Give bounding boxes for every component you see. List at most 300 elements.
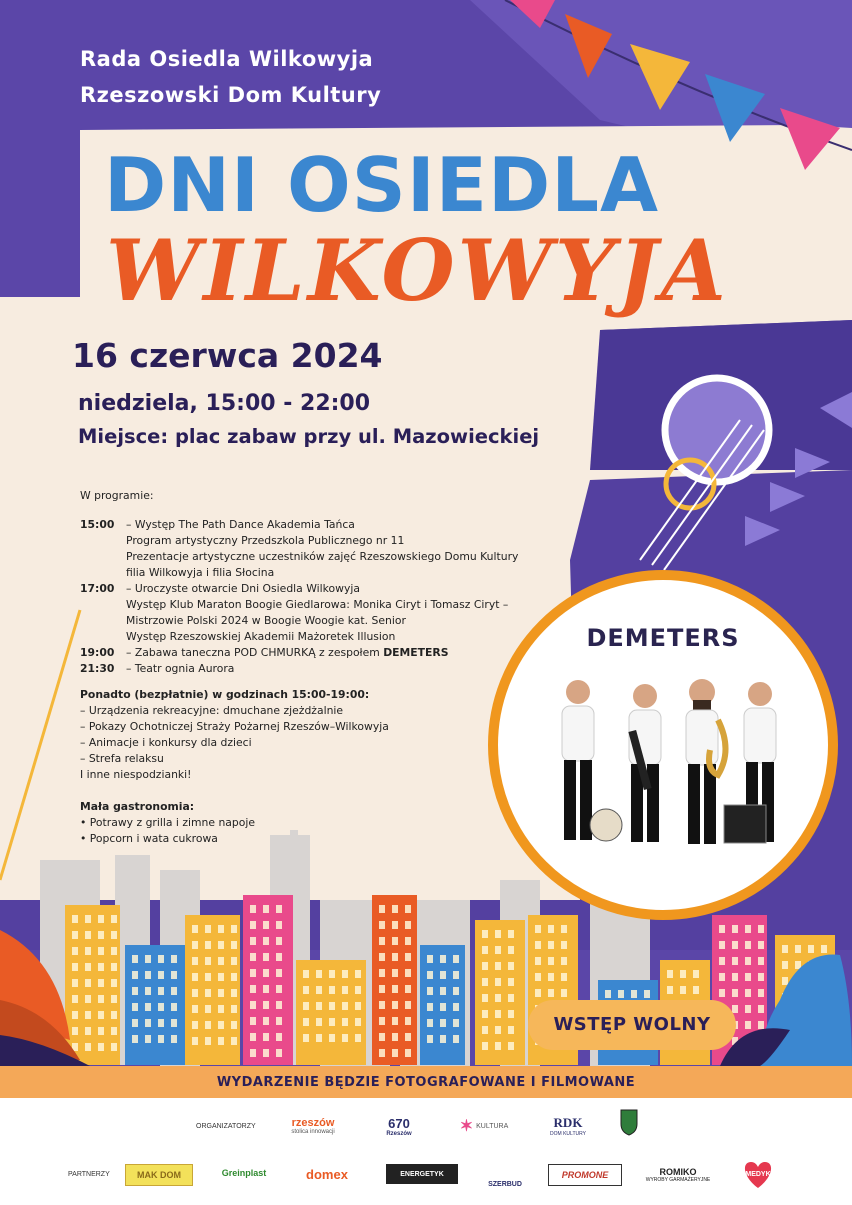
building-window bbox=[482, 962, 488, 970]
building-window bbox=[111, 1011, 117, 1019]
anniversary-670-sub: Rzeszów bbox=[386, 1130, 412, 1137]
building-window bbox=[218, 1021, 224, 1029]
program-item bbox=[80, 550, 518, 563]
szerbud-logo: SZERBUD bbox=[488, 1181, 522, 1188]
building-window bbox=[561, 973, 567, 981]
building-window bbox=[250, 937, 256, 945]
building-window bbox=[548, 957, 554, 965]
building-window bbox=[171, 1035, 177, 1043]
event-title-line-1: DNI OSIEDLA bbox=[104, 141, 660, 229]
building-window bbox=[342, 986, 348, 994]
building-window bbox=[355, 1034, 361, 1042]
building-window bbox=[158, 955, 164, 963]
building-window bbox=[171, 1019, 177, 1027]
building-window bbox=[508, 1010, 514, 1018]
building-window bbox=[303, 970, 309, 978]
building-window bbox=[379, 1001, 385, 1009]
building-window bbox=[342, 1018, 348, 1026]
building-window bbox=[218, 957, 224, 965]
building-window bbox=[548, 989, 554, 997]
building-window bbox=[808, 945, 814, 953]
building-window bbox=[758, 989, 764, 997]
building-window bbox=[405, 969, 411, 977]
building-window bbox=[250, 985, 256, 993]
building-window bbox=[732, 941, 738, 949]
building-window bbox=[758, 1021, 764, 1029]
program-item bbox=[80, 518, 355, 531]
building-window bbox=[192, 941, 198, 949]
medyk-logo bbox=[740, 1158, 776, 1190]
sponsor-footer bbox=[0, 1098, 852, 1205]
building-window bbox=[171, 987, 177, 995]
building-window bbox=[132, 987, 138, 995]
building-window bbox=[535, 957, 541, 965]
building-window bbox=[205, 989, 211, 997]
building-window bbox=[111, 915, 117, 923]
greinplast-logo: Greinplast bbox=[221, 1168, 267, 1178]
building-window bbox=[453, 1019, 459, 1027]
building-window bbox=[405, 985, 411, 993]
building-window bbox=[276, 985, 282, 993]
building-window bbox=[205, 1037, 211, 1045]
building-window bbox=[693, 970, 699, 978]
building-window bbox=[98, 1043, 104, 1051]
building-window bbox=[250, 953, 256, 961]
building-window bbox=[218, 1037, 224, 1045]
extra-item: – Animacje i konkursy dla dzieci bbox=[80, 736, 252, 749]
building-window bbox=[758, 957, 764, 965]
building-window bbox=[329, 1018, 335, 1026]
romiko-logo-sub: WYROBY GARMAŻERYJNE bbox=[645, 1177, 711, 1183]
building-window bbox=[355, 1002, 361, 1010]
building-window bbox=[98, 915, 104, 923]
building-window bbox=[495, 946, 501, 954]
building-window bbox=[605, 990, 611, 998]
building-window bbox=[482, 978, 488, 986]
building-window bbox=[392, 969, 398, 977]
building-window bbox=[276, 1049, 282, 1057]
building-window bbox=[98, 947, 104, 955]
building-window bbox=[192, 957, 198, 965]
building-window bbox=[316, 986, 322, 994]
building-window bbox=[250, 921, 256, 929]
building-window bbox=[316, 970, 322, 978]
building-window bbox=[98, 931, 104, 939]
building-window bbox=[98, 979, 104, 987]
building-window bbox=[392, 985, 398, 993]
building-window bbox=[405, 937, 411, 945]
building-window bbox=[250, 905, 256, 913]
building-window bbox=[111, 963, 117, 971]
building-window bbox=[379, 969, 385, 977]
building-window bbox=[355, 970, 361, 978]
building-window bbox=[482, 930, 488, 938]
building-window bbox=[508, 994, 514, 1002]
building-window bbox=[392, 1033, 398, 1041]
building-window bbox=[732, 1005, 738, 1013]
building-window bbox=[392, 937, 398, 945]
building-window bbox=[745, 925, 751, 933]
building-window bbox=[405, 1049, 411, 1057]
building-window bbox=[231, 925, 237, 933]
building-window bbox=[85, 1043, 91, 1051]
building-window bbox=[132, 1003, 138, 1011]
food-item: • Potrawy z grilla i zimne napoje bbox=[80, 816, 256, 829]
building-window bbox=[192, 925, 198, 933]
building-window bbox=[379, 905, 385, 913]
program-band-name: DEMETERS bbox=[383, 646, 449, 659]
partners-label: PARTNERZY bbox=[68, 1171, 110, 1178]
building-window bbox=[379, 1049, 385, 1057]
band-name: DEMETERS bbox=[586, 624, 740, 652]
building-window bbox=[276, 1017, 282, 1025]
program-item bbox=[80, 630, 395, 643]
building-window bbox=[85, 931, 91, 939]
building-window bbox=[782, 961, 788, 969]
building-window bbox=[392, 921, 398, 929]
building-window bbox=[276, 937, 282, 945]
building-window bbox=[72, 1027, 78, 1035]
building-window bbox=[392, 953, 398, 961]
building-window bbox=[263, 921, 269, 929]
building-window bbox=[250, 1033, 256, 1041]
building-window bbox=[205, 925, 211, 933]
building-window bbox=[85, 947, 91, 955]
building-window bbox=[145, 1035, 151, 1043]
program-heading: W programie: bbox=[80, 489, 154, 502]
building-window bbox=[795, 961, 801, 969]
kultura-logo bbox=[448, 1112, 520, 1140]
building-window bbox=[392, 1049, 398, 1057]
building-window bbox=[85, 1011, 91, 1019]
building-window bbox=[205, 941, 211, 949]
program-text: – Występ The Path Dance Akademia Tańca bbox=[126, 518, 355, 531]
building-window bbox=[98, 1027, 104, 1035]
event-date: 16 czerwca 2024 bbox=[72, 336, 383, 375]
building-window bbox=[758, 973, 764, 981]
building-window bbox=[719, 973, 725, 981]
romiko-logo-text: ROMIKO bbox=[659, 1167, 697, 1177]
building-window bbox=[276, 1001, 282, 1009]
food-item: • Popcorn i wata cukrowa bbox=[80, 832, 218, 845]
building-window bbox=[192, 1005, 198, 1013]
building-window bbox=[482, 994, 488, 1002]
building-window bbox=[379, 985, 385, 993]
building-window bbox=[329, 1002, 335, 1010]
building-window bbox=[231, 973, 237, 981]
building-window bbox=[405, 905, 411, 913]
building-window bbox=[548, 973, 554, 981]
building-window bbox=[392, 1017, 398, 1025]
building-window bbox=[145, 1003, 151, 1011]
building-window bbox=[145, 971, 151, 979]
program-text: Program artystyczny Przedszkola Publicznego nr 11 bbox=[126, 534, 405, 547]
program-text: – Zabawa taneczna POD CHMURKĄ z zespołem bbox=[126, 646, 384, 659]
building-window bbox=[231, 957, 237, 965]
building-window bbox=[561, 941, 567, 949]
notice-strip: WYDARZENIE BĘDZIE FOTOGRAFOWANE I FILMOWANE bbox=[0, 1066, 852, 1098]
building-window bbox=[427, 987, 433, 995]
building-window bbox=[693, 986, 699, 994]
anniversary-670-text: 670 bbox=[388, 1115, 410, 1131]
building-window bbox=[379, 937, 385, 945]
building-window bbox=[263, 905, 269, 913]
building-window bbox=[392, 905, 398, 913]
building-window bbox=[98, 1011, 104, 1019]
building-window bbox=[72, 963, 78, 971]
building-window bbox=[303, 1018, 309, 1026]
program-item bbox=[80, 614, 406, 627]
program-item bbox=[80, 662, 234, 675]
extra-heading: Ponadto (bezpłatnie) w godzinach 15:00-19:00: bbox=[80, 688, 370, 701]
building-window bbox=[508, 978, 514, 986]
program-text: – Uroczyste otwarcie Dni Osiedla Wilkowyja bbox=[126, 582, 360, 595]
building-window bbox=[132, 1035, 138, 1043]
building-window bbox=[508, 1026, 514, 1034]
building-window bbox=[250, 1017, 256, 1025]
building-window bbox=[158, 1035, 164, 1043]
building-window bbox=[205, 957, 211, 965]
building-window bbox=[453, 971, 459, 979]
building-window bbox=[440, 955, 446, 963]
building-window bbox=[72, 979, 78, 987]
building-window bbox=[342, 970, 348, 978]
building-window bbox=[482, 946, 488, 954]
building-window bbox=[303, 1002, 309, 1010]
building-window bbox=[440, 1035, 446, 1043]
building-window bbox=[263, 1001, 269, 1009]
makdom-logo: MAK DOM bbox=[125, 1164, 193, 1186]
building-window bbox=[440, 1019, 446, 1027]
promone-logo: PROMONE bbox=[548, 1164, 622, 1186]
building-window bbox=[263, 1017, 269, 1025]
program-text: – Teatr ognia Aurora bbox=[126, 662, 235, 675]
extra-item: – Pokazy Ochotniczej Straży Pożarnej Rzeszów–Wilkowyja bbox=[80, 720, 389, 733]
building-window bbox=[192, 989, 198, 997]
building-window bbox=[644, 990, 650, 998]
building-window bbox=[535, 925, 541, 933]
building-window bbox=[508, 1042, 514, 1050]
building-window bbox=[132, 971, 138, 979]
building-window bbox=[85, 963, 91, 971]
free-entry-badge: WSTĘP WOLNY bbox=[528, 1000, 736, 1050]
building-window bbox=[453, 1003, 459, 1011]
building-window bbox=[192, 1037, 198, 1045]
building-window bbox=[158, 971, 164, 979]
building-window bbox=[745, 989, 751, 997]
rzeszow-logo-sub: stolica innowacji bbox=[291, 1129, 335, 1135]
building-window bbox=[111, 1027, 117, 1035]
organizer-line-1: Rada Osiedla Wilkowyja bbox=[80, 47, 374, 71]
building-window bbox=[379, 1033, 385, 1041]
star-icon: ✶ bbox=[459, 1118, 474, 1135]
building-window bbox=[342, 1002, 348, 1010]
program-time: 17:00 bbox=[80, 582, 115, 595]
building-window bbox=[218, 941, 224, 949]
building-window bbox=[719, 941, 725, 949]
band-photo bbox=[528, 670, 798, 870]
building-window bbox=[263, 1033, 269, 1041]
building-window bbox=[745, 1005, 751, 1013]
building-window bbox=[631, 990, 637, 998]
building-window bbox=[508, 930, 514, 938]
program-item bbox=[80, 534, 404, 547]
building-window bbox=[782, 945, 788, 953]
building-window bbox=[758, 1005, 764, 1013]
building-window bbox=[303, 1034, 309, 1042]
building-window bbox=[548, 925, 554, 933]
building-window bbox=[72, 995, 78, 1003]
building-window bbox=[495, 1010, 501, 1018]
building-window bbox=[98, 963, 104, 971]
building-window bbox=[535, 973, 541, 981]
building-window bbox=[145, 955, 151, 963]
building-window bbox=[205, 973, 211, 981]
building-window bbox=[680, 970, 686, 978]
building-window bbox=[427, 1019, 433, 1027]
building-window bbox=[453, 1035, 459, 1043]
building-window bbox=[263, 969, 269, 977]
building-window bbox=[440, 971, 446, 979]
building-window bbox=[72, 1011, 78, 1019]
building-window bbox=[72, 931, 78, 939]
event-location: Miejsce: plac zabaw przy ul. Mazowieckiej bbox=[78, 425, 540, 448]
building-window bbox=[355, 1018, 361, 1026]
building-window bbox=[732, 957, 738, 965]
building-window bbox=[98, 995, 104, 1003]
building-window bbox=[158, 1019, 164, 1027]
building-window bbox=[263, 953, 269, 961]
building-window bbox=[342, 1034, 348, 1042]
extra-item: I inne niespodzianki! bbox=[80, 768, 192, 781]
building-window bbox=[561, 989, 567, 997]
building-window bbox=[250, 1049, 256, 1057]
building-window bbox=[745, 1021, 751, 1029]
building-window bbox=[405, 953, 411, 961]
program-item bbox=[80, 646, 449, 659]
building-window bbox=[111, 1043, 117, 1051]
building-window bbox=[72, 947, 78, 955]
building-window bbox=[231, 941, 237, 949]
building-window bbox=[405, 1001, 411, 1009]
building-window bbox=[405, 921, 411, 929]
building-window bbox=[303, 986, 309, 994]
building-window bbox=[732, 973, 738, 981]
building-window bbox=[405, 1017, 411, 1025]
building-window bbox=[205, 1021, 211, 1029]
program-text: Występ Rzeszowskiej Akademii Mażoretek Illusion bbox=[126, 630, 396, 643]
building-window bbox=[667, 970, 673, 978]
building-window bbox=[535, 989, 541, 997]
building-window bbox=[276, 969, 282, 977]
program-time: 15:00 bbox=[80, 518, 115, 531]
building-window bbox=[745, 973, 751, 981]
building-window bbox=[719, 925, 725, 933]
building-window bbox=[231, 1021, 237, 1029]
district-crest-icon bbox=[618, 1106, 640, 1138]
building-window bbox=[732, 989, 738, 997]
building-window bbox=[145, 987, 151, 995]
building-window bbox=[508, 962, 514, 970]
building-window bbox=[192, 1021, 198, 1029]
building-window bbox=[171, 955, 177, 963]
building-window bbox=[111, 947, 117, 955]
building-window bbox=[263, 985, 269, 993]
building-window bbox=[263, 1049, 269, 1057]
building-window bbox=[482, 1042, 488, 1050]
extra-item: – Strefa relaksu bbox=[80, 752, 164, 765]
building-window bbox=[440, 1003, 446, 1011]
building-window bbox=[218, 973, 224, 981]
romiko-logo bbox=[640, 1160, 716, 1190]
rzeszow-logo bbox=[278, 1112, 348, 1140]
building-window bbox=[495, 978, 501, 986]
energetyk-logo: ENERGETYK bbox=[386, 1164, 458, 1184]
building-window bbox=[453, 955, 459, 963]
building-window bbox=[329, 970, 335, 978]
food-heading: Mała gastronomia: bbox=[80, 800, 195, 813]
building-window bbox=[276, 1033, 282, 1041]
building-window bbox=[821, 945, 827, 953]
organizers-label: ORGANIZATORZY bbox=[196, 1123, 256, 1130]
building-window bbox=[548, 941, 554, 949]
building-window bbox=[379, 921, 385, 929]
building-window bbox=[316, 1018, 322, 1026]
building-window bbox=[329, 986, 335, 994]
program-item bbox=[80, 566, 274, 579]
building-window bbox=[132, 955, 138, 963]
building-window bbox=[85, 1027, 91, 1035]
building-window bbox=[495, 930, 501, 938]
building-window bbox=[745, 957, 751, 965]
building-window bbox=[535, 941, 541, 949]
building-window bbox=[508, 946, 514, 954]
building-window bbox=[231, 989, 237, 997]
building-window bbox=[276, 953, 282, 961]
building-window bbox=[218, 1005, 224, 1013]
building-window bbox=[495, 1042, 501, 1050]
event-title-line-2: WILKOWYJA bbox=[106, 221, 729, 320]
program-time: 19:00 bbox=[80, 646, 115, 659]
building-window bbox=[231, 1037, 237, 1045]
building-window bbox=[132, 1019, 138, 1027]
building-window bbox=[680, 986, 686, 994]
building-window bbox=[85, 915, 91, 923]
building-window bbox=[192, 973, 198, 981]
organizer-line-2: Rzeszowski Dom Kultury bbox=[80, 83, 382, 107]
building-window bbox=[218, 925, 224, 933]
building-window bbox=[440, 987, 446, 995]
building-window bbox=[355, 986, 361, 994]
building-window bbox=[495, 962, 501, 970]
building-window bbox=[158, 987, 164, 995]
event-time: niedziela, 15:00 - 22:00 bbox=[78, 391, 371, 416]
building-window bbox=[482, 1010, 488, 1018]
building-window bbox=[618, 990, 624, 998]
band-photo-frame bbox=[488, 570, 838, 920]
domex-logo: domex bbox=[306, 1166, 348, 1182]
building-window bbox=[427, 1035, 433, 1043]
building-window bbox=[427, 955, 433, 963]
building-window bbox=[758, 941, 764, 949]
building-window bbox=[85, 995, 91, 1003]
kultura-logo-text: KULTURA bbox=[476, 1122, 509, 1130]
program-item bbox=[80, 582, 360, 595]
building-window bbox=[379, 953, 385, 961]
program-item bbox=[80, 598, 508, 611]
building-window bbox=[158, 1003, 164, 1011]
extra-item: – Urządzenia rekreacyjne: dmuchane zjeżdżalnie bbox=[80, 704, 344, 717]
